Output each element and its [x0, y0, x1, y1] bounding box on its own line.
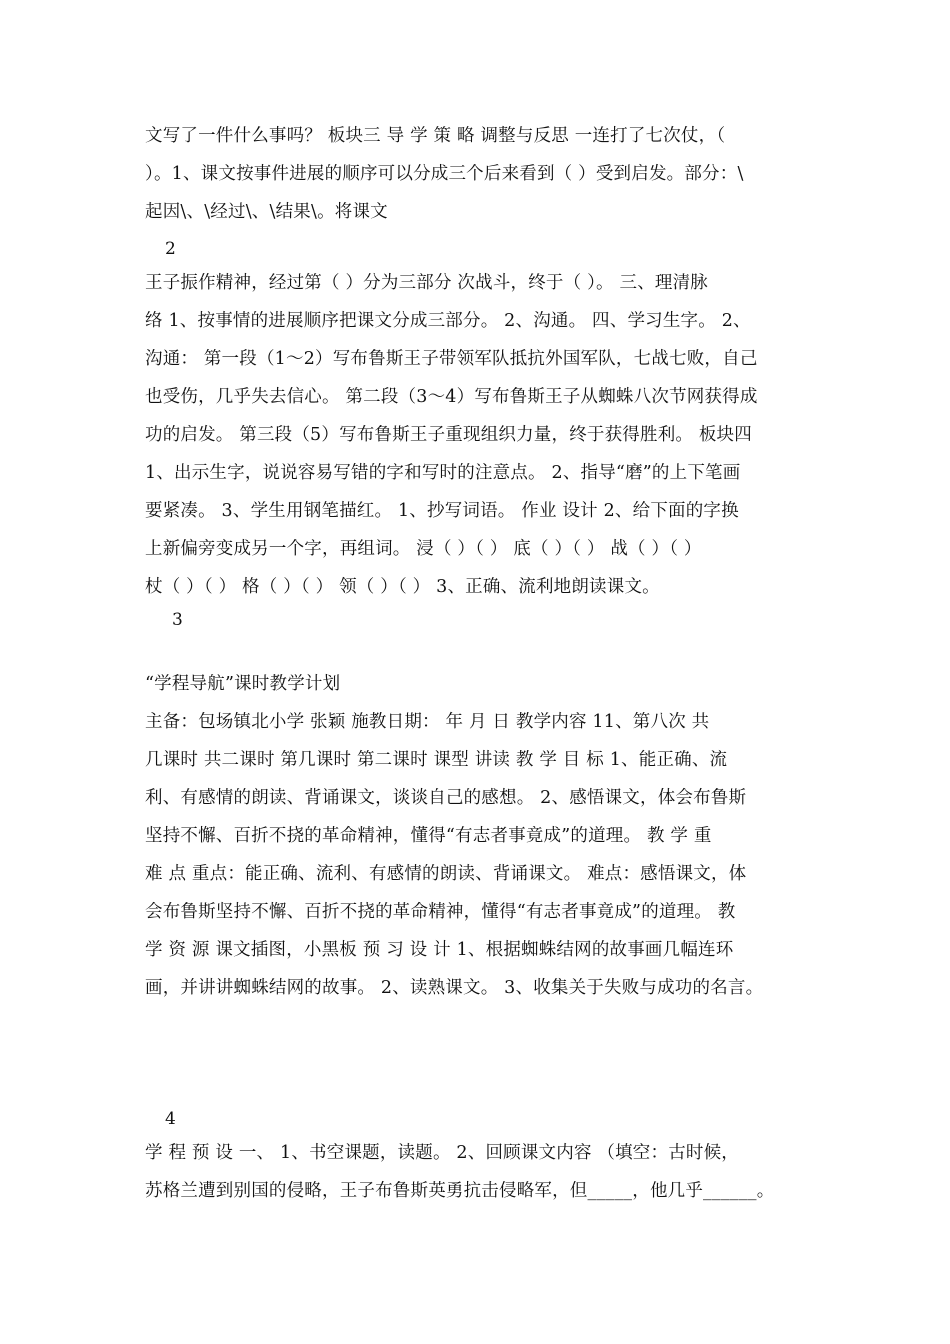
text-line: 苏格兰遭到别国的侵略，王子布鲁斯英勇抗击侵略军，但_____，他几乎______。: [145, 1181, 775, 1201]
text-line: 1、出示生字，说说容易写错的字和写时的注意点。 2、指导“磨”的上下笔画: [145, 463, 741, 483]
text-line: 主备：包场镇北小学 张颖 施教日期： 年 月 日 教学内容 11、第八次 共: [145, 712, 710, 732]
text-line: 几课时 共二课时 第几课时 第二课时 课型 讲读 教 学 目 标 1、能正确、流: [145, 750, 728, 770]
page-number: 4: [165, 1109, 176, 1129]
text-line: 也受伤，几乎失去信心。 第二段（3～4）写布鲁斯王子从蜘蛛八次节网获得成: [145, 387, 758, 407]
text-line: 王子振作精神，经过第（ ）分为三部分 次战斗，终于（ ）。 三、理清脉: [145, 273, 708, 293]
section-heading: “学程导航”课时教学计划: [145, 674, 341, 694]
text-line: 利、有感情的朗读、背诵课文，谈谈自己的感想。 2、感悟课文，体会布鲁斯: [145, 788, 747, 808]
text-line: 文写了一件什么事吗？ 板块三 导 学 策 略 调整与反思 一连打了七次仗，（: [145, 126, 726, 146]
text-line: 起因\、\经过\、\结果\。将课文: [145, 202, 388, 222]
page-number: 3: [172, 610, 183, 630]
text-line: 学 程 预 设 一、 1、书空课题，读题。 2、回顾课文内容 （填空：古时候，: [145, 1143, 740, 1163]
text-line: 络 1、按事情的进展顺序把课文分成三部分。 2、沟通。 四、学习生字。 2、: [145, 311, 751, 331]
text-line: 难 点 重点：能正确、流利、有感情的朗读、背诵课文。 难点：感悟课文，体: [145, 864, 747, 884]
text-line: 学 资 源 课文插图，小黑板 预 习 设 计 1、根据蜘蛛结网的故事画几幅连环: [145, 940, 734, 960]
text-line: 功的启发。 第三段（5）写布鲁斯王子重现组织力量，终于获得胜利。 板块四: [145, 425, 752, 445]
text-line: 上新偏旁变成另一个字，再组词。 浸（ ）（ ） 底（ ）（ ） 战（ ）（ ）: [145, 539, 702, 559]
page-number: 2: [165, 239, 176, 259]
text-line: 会布鲁斯坚持不懈、百折不挠的革命精神，懂得“有志者事竟成”的道理。 教: [145, 902, 736, 922]
text-line: 坚持不懈、百折不挠的革命精神，懂得“有志者事竟成”的道理。 教 学 重: [145, 826, 712, 846]
text-line: ）。1、课文按事件进展的顺序可以分成三个后来看到（ ）受到启发。部分：\: [145, 164, 744, 184]
text-line: 要紧凑。 3、学生用钢笔描红。 1、抄写词语。 作业 设计 2、给下面的字换: [145, 501, 739, 521]
text-line: 画，并讲讲蜘蛛结网的故事。 2、读熟课文。 3、收集关于失败与成功的名言。: [145, 978, 764, 998]
text-line: 杖（ ）（ ） 格（ ）（ ） 领（ ）（ ） 3、正确、流利地朗读课文。: [145, 577, 660, 597]
text-line: 沟通： 第一段（1～2）写布鲁斯王子带领军队抵抗外国军队，七战七败，自己: [145, 349, 758, 369]
